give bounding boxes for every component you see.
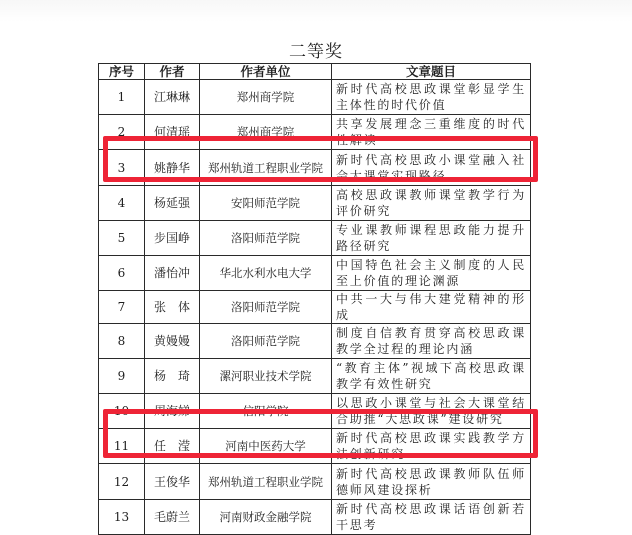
cell-unit: 洛阳师范学院 xyxy=(200,324,332,359)
cell-title: 中国特色社会主义制度的人民至上价值的理论渊源 xyxy=(332,256,531,291)
cell-title: 高校思政课教师课堂教学行为评价研究 xyxy=(332,186,531,221)
header-title: 文章题目 xyxy=(332,64,531,80)
cell-author: 毛蔚兰 xyxy=(145,500,200,535)
table-row xyxy=(99,186,531,221)
cell-author: 姚静华 xyxy=(145,150,200,186)
cell-unit: 郑州商学院 xyxy=(200,115,332,150)
cell-unit: 洛阳师范学院 xyxy=(200,291,332,324)
table-row xyxy=(99,291,531,324)
table-row xyxy=(99,324,531,359)
table-row xyxy=(99,359,531,394)
cell-number: 1 xyxy=(99,80,145,115)
table-row xyxy=(99,464,531,500)
cell-unit: 安阳师范学院 xyxy=(200,186,332,221)
cell-author: 黄嫚嫚 xyxy=(145,324,200,359)
table-header-row xyxy=(99,64,531,80)
cell-title: 新时代高校思政课教师队伍师德师风建设探析 xyxy=(332,464,531,500)
cell-author: 潘怡冲 xyxy=(145,256,200,291)
cell-number: 12 xyxy=(99,464,145,500)
cell-unit: 洛阳师范学院 xyxy=(200,221,332,256)
cell-number: 9 xyxy=(99,359,145,394)
cell-author: 张 体 xyxy=(145,291,200,324)
cell-author: 江琳琳 xyxy=(145,80,200,115)
cell-author: 王俊华 xyxy=(145,464,200,500)
cell-author: 杨 琦 xyxy=(145,359,200,394)
cell-unit: 华北水利水电大学 xyxy=(200,256,332,291)
cell-number: 4 xyxy=(99,186,145,221)
cell-unit: 郑州轨道工程职业学院 xyxy=(200,150,332,186)
header-unit: 作者单位 xyxy=(200,64,332,80)
cell-title: 新时代高校思政小课堂融入社会大课堂实现路径 xyxy=(332,150,531,186)
cell-number: 7 xyxy=(99,291,145,324)
cell-number: 11 xyxy=(99,429,145,464)
highlight-box-row-12 xyxy=(103,409,538,458)
cell-number: 2 xyxy=(99,115,145,150)
table-row xyxy=(99,80,531,115)
cell-title: 制度自信教育贯穿高校思政课教学全过程的理论内涵 xyxy=(332,324,531,359)
cell-author: 步国峥 xyxy=(145,221,200,256)
table-row xyxy=(99,256,531,291)
cell-author: 周海娣 xyxy=(145,394,200,429)
cell-number: 13 xyxy=(99,500,145,535)
header-author: 作者 xyxy=(145,64,200,80)
table-row xyxy=(99,221,531,256)
highlight-box-row-3 xyxy=(103,136,538,182)
cell-number: 10 xyxy=(99,394,145,429)
cell-unit: 河南中医药大学 xyxy=(200,429,332,464)
cell-title: 新时代高校思政课话语创新若干思考 xyxy=(332,500,531,535)
cell-author: 任 滢 xyxy=(145,429,200,464)
cell-unit: 河南财政金融学院 xyxy=(200,500,332,535)
cell-title: 新时代高校思政课实践教学方法创新研究 xyxy=(332,429,531,464)
cell-title: “教育主体”视域下高校思政课教学有效性研究 xyxy=(332,359,531,394)
cell-title: 专业课教师课程思政能力提升路径研究 xyxy=(332,221,531,256)
cell-unit: 郑州轨道工程职业学院 xyxy=(200,464,332,500)
cell-title: 中共一大与伟大建党精神的形成 xyxy=(332,291,531,324)
cell-number: 6 xyxy=(99,256,145,291)
header-number: 序号 xyxy=(99,64,145,80)
cell-unit: 信阳学院 xyxy=(200,394,332,429)
award-table xyxy=(98,63,531,535)
cell-unit: 郑州商学院 xyxy=(200,80,332,115)
cell-author: 何清瑶 xyxy=(145,115,200,150)
cell-number: 8 xyxy=(99,324,145,359)
table-row xyxy=(99,500,531,535)
cell-number: 5 xyxy=(99,221,145,256)
page-title: 二等奖 xyxy=(289,42,343,62)
cell-unit: 漯河职业技术学院 xyxy=(200,359,332,394)
cell-title: 新时代高校思政课堂彰显学生主体性的时代价值 xyxy=(332,80,531,115)
cell-title: 共享发展理念三重维度的时代性解读 xyxy=(332,115,531,150)
cell-title: 以思政小课堂与社会大课堂结合助推“大思政课”建设研究 xyxy=(332,394,531,429)
cell-author: 杨延强 xyxy=(145,186,200,221)
cell-number: 3 xyxy=(99,150,145,186)
